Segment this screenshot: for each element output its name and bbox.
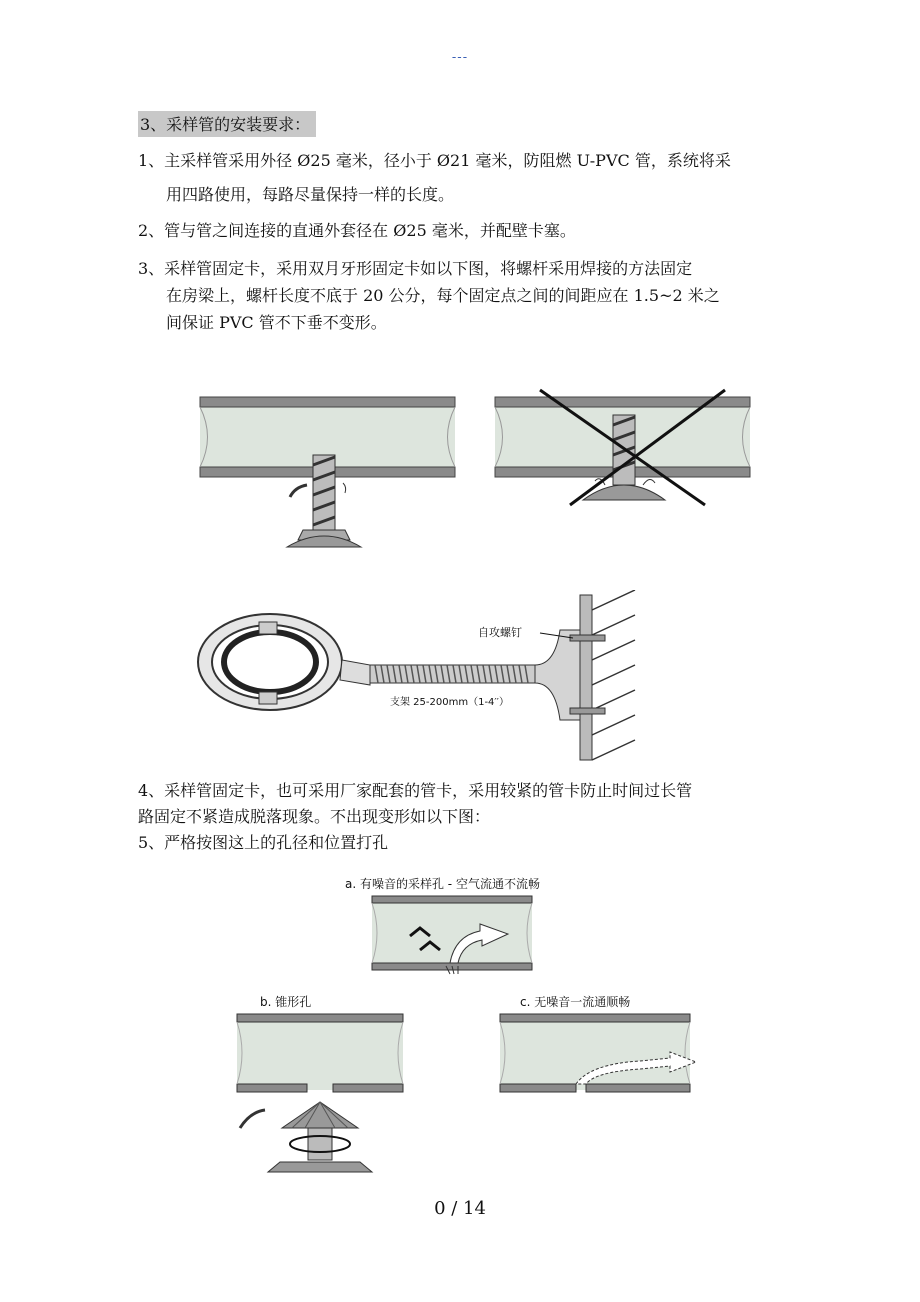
clamp-top-lug: [259, 622, 277, 634]
pipe-tapered: [237, 1014, 403, 1172]
item-4-line-1: 4、采样管固定卡，也可采用厂家配套的管卡，采用较紧的管卡防止时间过长管: [138, 781, 693, 800]
item-5-line-1: 5、严格按图这上的孔径和位置打孔: [138, 833, 389, 852]
paragraph-item-3: [138, 255, 788, 336]
figure-welded-rod: [195, 385, 760, 550]
paragraph-item-1: [138, 147, 788, 208]
label-bracket: 支架 25-200mm（1-4′′）: [390, 697, 509, 708]
item-3-line-1: 3、采样管固定卡，采用双月牙形固定卡如以下图，将螺杆采用焊接的方法固定: [138, 259, 693, 278]
item-2-line-1: 2、管与管之间连接的直通外套径在 Ø25 毫米，并配壁卡塞。: [138, 221, 576, 240]
clamp-bottom-lug: [259, 692, 277, 704]
page-number: 0 / 14: [434, 1198, 486, 1219]
pipe-noisy: [372, 896, 532, 974]
item-1-line-2: 用四路使用，每路尽量保持一样的长度。: [166, 185, 455, 204]
item-1-line-1: 1、主采样管采用外径 Ø25 毫米，径小于 Ø21 毫米，防阻燃 U-PVC 管，系统将采: [138, 151, 731, 170]
item-3-line-2: 在房梁上，螺杆长度不底于 20 公分，每个固定点之间的间距应在 1.5~2 米之: [166, 286, 720, 305]
paragraph-items-4-5: [138, 778, 798, 856]
figure-clamp-bracket: [195, 590, 645, 765]
label-hole-b: b. 锥形孔: [260, 995, 312, 1009]
section-title: 3、采样管的安装要求：: [138, 111, 316, 137]
label-screw: 自攻螺钉: [478, 626, 522, 639]
pipe-wrong: [495, 390, 750, 505]
pipe-correct: [200, 397, 455, 547]
figure-sampling-holes: [140, 866, 740, 1176]
wall-beam: [580, 595, 592, 760]
paragraph-item-2: [138, 217, 788, 244]
header-mark: ---: [451, 50, 469, 65]
label-hole-c: c. 无噪音一流通顺畅: [520, 995, 631, 1009]
item-3-line-3: 间保证 PVC 管不下垂不变形。: [166, 313, 387, 332]
label-hole-a: a. 有噪音的采样孔 - 空气流通不流畅: [345, 877, 540, 891]
pipe-smooth: [500, 1014, 696, 1092]
item-4-line-2: 路固定不紧造成脱落现象。不出现变形如以下图：: [138, 807, 491, 826]
